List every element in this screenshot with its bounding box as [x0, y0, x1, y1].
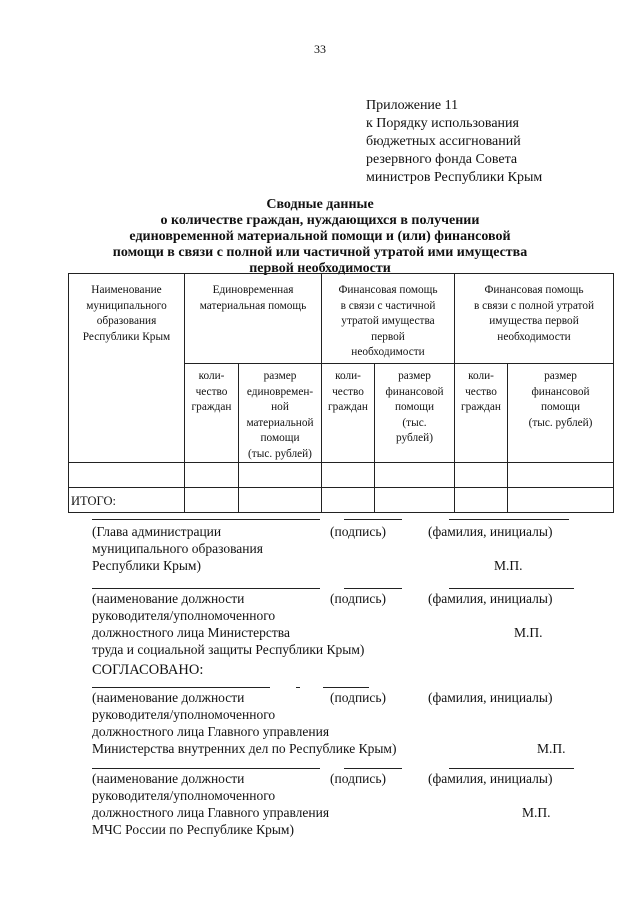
document-title [60, 197, 580, 277]
interior-name-label: (фамилия, инициалы) [428, 690, 553, 705]
subheader-one-time-count: коли- чество граждан [185, 364, 239, 463]
signature-underline [449, 588, 574, 589]
head-signature-label: (подпись) [330, 524, 387, 539]
subheader-partial-count: коли- чество граждан [322, 364, 375, 463]
agreed-label: СОГЛАСОВАНО: [92, 662, 204, 678]
table-cell [239, 463, 322, 488]
interior-seal: М.П. [537, 741, 566, 756]
signature-underline [449, 768, 574, 769]
header-partial-loss-aid: Финансовая помощь в связи с частичной утратой имущества первой необходимости [322, 274, 455, 364]
emergency-role: (наименование должности руководителя/уполномоченного должностного лица Главного управления МЧС России по Республике Крым) [92, 771, 330, 837]
signature-underline [449, 519, 569, 520]
appendix-line: к Порядку использования [366, 116, 519, 131]
ministry-role: (наименование должности руководителя/уполномоченного должностного лица Министерства труда и социальной защиты Республики Крым) [92, 591, 365, 657]
signature-underline [92, 519, 320, 520]
signature-underline [344, 768, 402, 769]
head-role: (Глава администрации муниципального образования Республики Крым) [92, 524, 263, 573]
page-number: 33 [314, 42, 326, 56]
ministry-signature-label: (подпись) [330, 591, 387, 606]
header-municipality: Наименование муниципального образования Республики Крым [69, 274, 185, 463]
appendix-reference [366, 97, 542, 187]
title-line: единовременной материальной помощи и (или) финансовой [129, 229, 511, 244]
head-seal: М.П. [494, 558, 523, 573]
emergency-signature-label: (подпись) [330, 771, 387, 786]
emergency-name-label: (фамилия, инициалы) [428, 771, 553, 786]
appendix-line: бюджетных ассигнований [366, 134, 521, 149]
summary-table [68, 273, 614, 513]
ministry-name-label: (фамилия, инициалы) [428, 591, 553, 606]
total-label: ИТОГО: [69, 488, 185, 513]
table-cell [185, 463, 239, 488]
subheader-one-time-amount: размер единовремен- ной материальной помощи (тыс. рублей) [239, 364, 322, 463]
table-cell [69, 463, 185, 488]
signature-underline [323, 687, 369, 688]
title-line: Сводные данные [266, 197, 374, 212]
subheader-partial-amount: размер финансовой помощи (тыс. рублей) [375, 364, 455, 463]
interior-role: (наименование должности руководителя/уполномоченного должностного лица Главного управления Министерства внутренних дел по Республике Крым) [92, 690, 397, 756]
ministry-seal: М.П. [514, 625, 543, 640]
head-name-label: (фамилия, инициалы) [428, 524, 553, 539]
appendix-line: министров Республики Крым [366, 170, 543, 185]
table-row [69, 463, 614, 488]
signature-underline [344, 588, 402, 589]
header-full-loss-aid: Финансовая помощь в связи с полной утратой имущества первой необходимости [455, 274, 614, 364]
signature-underline [92, 687, 270, 688]
table-cell [375, 488, 455, 513]
header-one-time-aid: Единовременная материальная помощь [185, 274, 322, 364]
appendix-line: резервного фонда Совета [366, 152, 518, 167]
signature-underline [296, 687, 300, 688]
table-cell [185, 488, 239, 513]
table-cell [322, 488, 375, 513]
title-line: помощи в связи с полной или частичной утратой ими имущества [112, 245, 528, 260]
table-cell [508, 488, 614, 513]
title-line: о количестве граждан, нуждающихся в получении [160, 213, 480, 228]
interior-signature-label: (подпись) [330, 690, 387, 705]
emergency-seal: М.П. [522, 805, 551, 820]
table-cell [455, 463, 508, 488]
appendix-line: Приложение 11 [366, 98, 459, 113]
table-total-row [69, 488, 614, 513]
table-cell [375, 463, 455, 488]
table-cell [239, 488, 322, 513]
table-header-row [69, 274, 614, 364]
table-cell [455, 488, 508, 513]
table-cell [508, 463, 614, 488]
table-cell [322, 463, 375, 488]
title-line: первой необходимости [249, 261, 391, 276]
subheader-full-count: коли- чество граждан [455, 364, 508, 463]
signature-underline [344, 519, 402, 520]
signature-underline [92, 768, 320, 769]
signature-underline [92, 588, 320, 589]
subheader-full-amount: размер финансовой помощи (тыс. рублей) [508, 364, 614, 463]
